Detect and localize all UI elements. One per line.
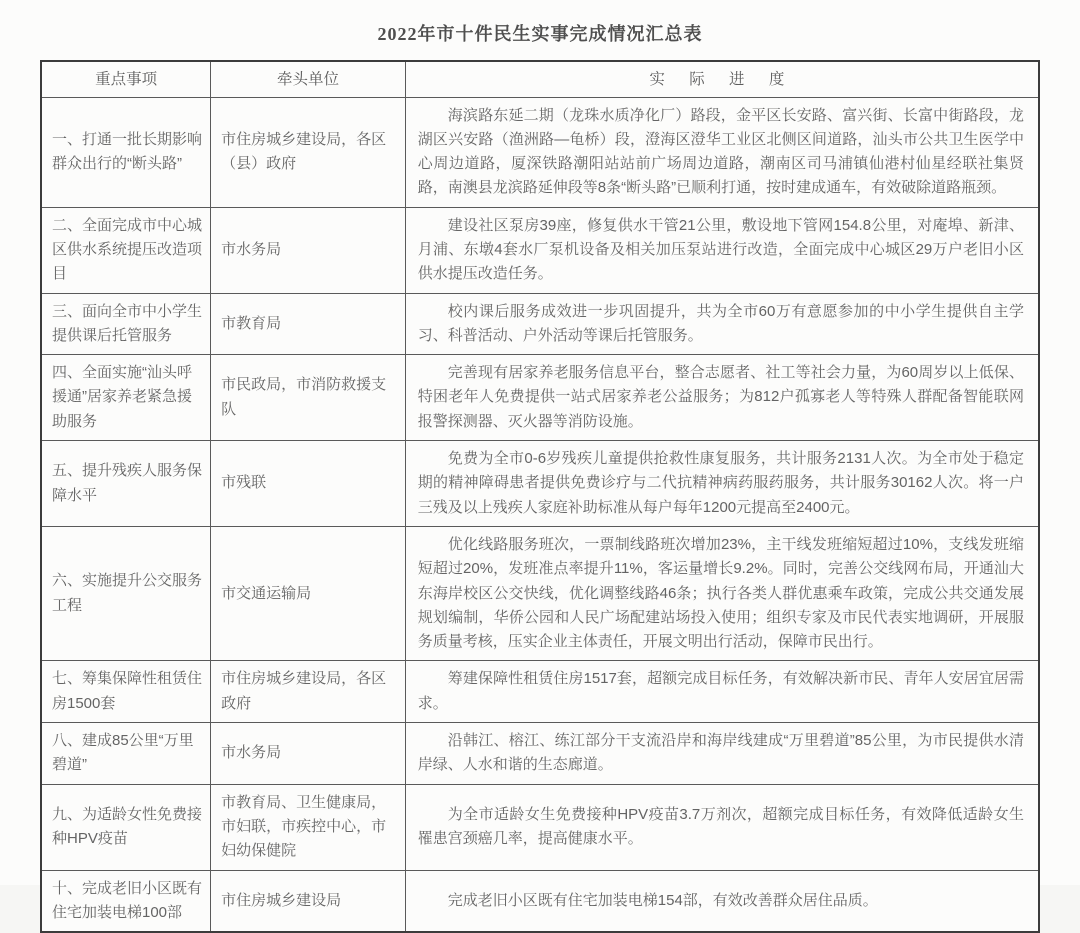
progress-cell xyxy=(405,526,1039,660)
progress-text: 海滨路东延二期（龙珠水质净化厂）路段，金平区长安路、富兴街、长富中街路段，龙湖区兴安路（渔洲路—龟桥）段，澄海区澄华工业区北侧区间道路，汕头市公共卫生医学中心周边道路，厦深铁路潮阳站站前广场周边道路，潮南区司马浦镇仙港村仙星经联社集贤路，南澳县龙滨路延伸段等8条“断头路”已顺利打通，按时建成通车，有效破除道路瓶颈。 xyxy=(417,106,1024,197)
key-item-cell: 六、实施提升公交服务工程 xyxy=(41,526,211,660)
table-row xyxy=(41,723,1039,785)
table-row xyxy=(41,441,1039,527)
lead-unit-cell: 市住房城乡建设局，各区（县）政府 xyxy=(211,97,406,207)
table-row xyxy=(41,207,1039,293)
table-row xyxy=(41,355,1039,441)
lead-unit-cell: 市水务局 xyxy=(211,207,406,293)
key-item-cell: 五、提升残疾人服务保障水平 xyxy=(41,441,211,527)
header-row xyxy=(41,61,1039,97)
progress-cell xyxy=(405,207,1039,293)
lead-unit-cell: 市住房城乡建设局 xyxy=(211,870,406,932)
key-item-cell: 十、完成老旧小区既有住宅加装电梯100部 xyxy=(41,870,211,932)
progress-text: 完成老旧小区既有住宅加装电梯154部，有效改善群众居住品质。 xyxy=(447,891,878,909)
lead-unit-cell: 市教育局 xyxy=(211,293,406,355)
header-key-items: 重点事项 xyxy=(41,61,211,97)
progress-cell xyxy=(405,355,1039,441)
table-body xyxy=(41,97,1039,932)
progress-cell xyxy=(405,97,1039,207)
progress-cell xyxy=(405,870,1039,932)
progress-text: 免费为全市0-6岁残疾儿童提供抢救性康复服务，共计服务2131人次。为全市处于稳定期的精神障碍患者提供免费诊疗与二代抗精神病药服药服务，共计服务30162人次。将一户三残及以上残疾人家庭补助标准从每户每年1200元提高至2400元。 xyxy=(417,450,1024,516)
progress-text: 校内课后服务成效进一步巩固提升，共为全市60万有意愿参加的中小学生提供自主学习、科普活动、户外活动等课后托管服务。 xyxy=(417,302,1024,344)
lead-unit-cell: 市民政局，市消防救援支队 xyxy=(211,355,406,441)
lead-unit-cell: 市住房城乡建设局，各区政府 xyxy=(211,661,406,723)
lead-unit-cell: 市交通运输局 xyxy=(211,526,406,660)
progress-text: 为全市适龄女生免费接种HPV疫苗3.7万剂次，超额完成目标任务，有效降低适龄女生罹患宫颈癌几率，提高健康水平。 xyxy=(417,805,1024,848)
progress-cell xyxy=(405,784,1039,870)
progress-cell xyxy=(405,723,1039,785)
lead-unit-cell: 市残联 xyxy=(211,441,406,527)
progress-cell xyxy=(405,441,1039,527)
key-item-cell: 七、筹集保障性租赁住房1500套 xyxy=(41,661,211,723)
progress-text: 筹建保障性租赁住房1517套，超额完成目标任务，有效解决新市民、青年人安居宜居需求。 xyxy=(417,670,1024,712)
key-item-cell: 三、面向全市中小学生提供课后托管服务 xyxy=(41,293,211,355)
summary-table xyxy=(40,60,1040,933)
table-row xyxy=(41,97,1039,207)
key-item-cell: 一、打通一批长期影响群众出行的“断头路” xyxy=(41,97,211,207)
key-item-cell: 九、为适龄女性免费接种HPV疫苗 xyxy=(41,784,211,870)
table-row xyxy=(41,526,1039,660)
table-row xyxy=(41,870,1039,932)
table-row xyxy=(41,784,1039,870)
lead-unit-cell: 市教育局、卫生健康局，市妇联，市疾控中心，市妇幼保健院 xyxy=(211,784,406,870)
progress-text: 完善现有居家养老服务信息平台，整合志愿者、社工等社会力量，为60周岁以上低保、特困老年人免费提供一站式居家养老公益服务；为812户孤寡老人等特殊人群配备智能联网报警探测器、灭火器等消防设施。 xyxy=(417,364,1024,430)
header-progress: 实 际 进 度 xyxy=(405,61,1039,97)
progress-text: 建设社区泵房39座，修复供水干管21公里，敷设地下管网154.8公里，对庵埠、新津、月浦、东墩4套水厂泵机设备及相关加压泵站进行改造，全面完成中心城区29万户老旧小区供水提压改造任务。 xyxy=(417,216,1024,283)
progress-text: 优化线路服务班次，一票制线路班次增加23%，主干线发班缩短超过10%，支线发班缩短超过20%，发班准点率提升11%，客运量增长9.2%。同时，完善公交线网布局，开通汕大东海岸校区公交快线，优化调整线路46条；执行各类人群优惠乘车政策，完成公共交通发展规划编制，华侨公园和人民广场配建站场投入使用；组织专家及市民代表实地调研，开展服务质量考核，压实企业主体责任，开展文明出行活动，保障市民出行。 xyxy=(417,535,1024,651)
document-title: 2022年市十件民生实事完成情况汇总表 xyxy=(377,24,703,44)
progress-cell xyxy=(405,293,1039,355)
key-item-cell: 四、全面实施“汕头呼援通”居家养老紧急援助服务 xyxy=(41,355,211,441)
progress-text: 沿韩江、榕江、练江部分干支流沿岸和海岸线建成“万里碧道”85公里，为市民提供水清岸绿、人水和谐的生态廊道。 xyxy=(417,732,1024,774)
table-header xyxy=(41,61,1039,97)
table-row xyxy=(41,293,1039,355)
table-row xyxy=(41,661,1039,723)
lead-unit-cell: 市水务局 xyxy=(211,723,406,785)
header-lead-unit: 牵头单位 xyxy=(211,61,406,97)
key-item-cell: 八、建成85公里“万里碧道” xyxy=(41,723,211,785)
progress-cell xyxy=(405,661,1039,723)
key-item-cell: 二、全面完成市中心城区供水系统提压改造项目 xyxy=(41,207,211,293)
